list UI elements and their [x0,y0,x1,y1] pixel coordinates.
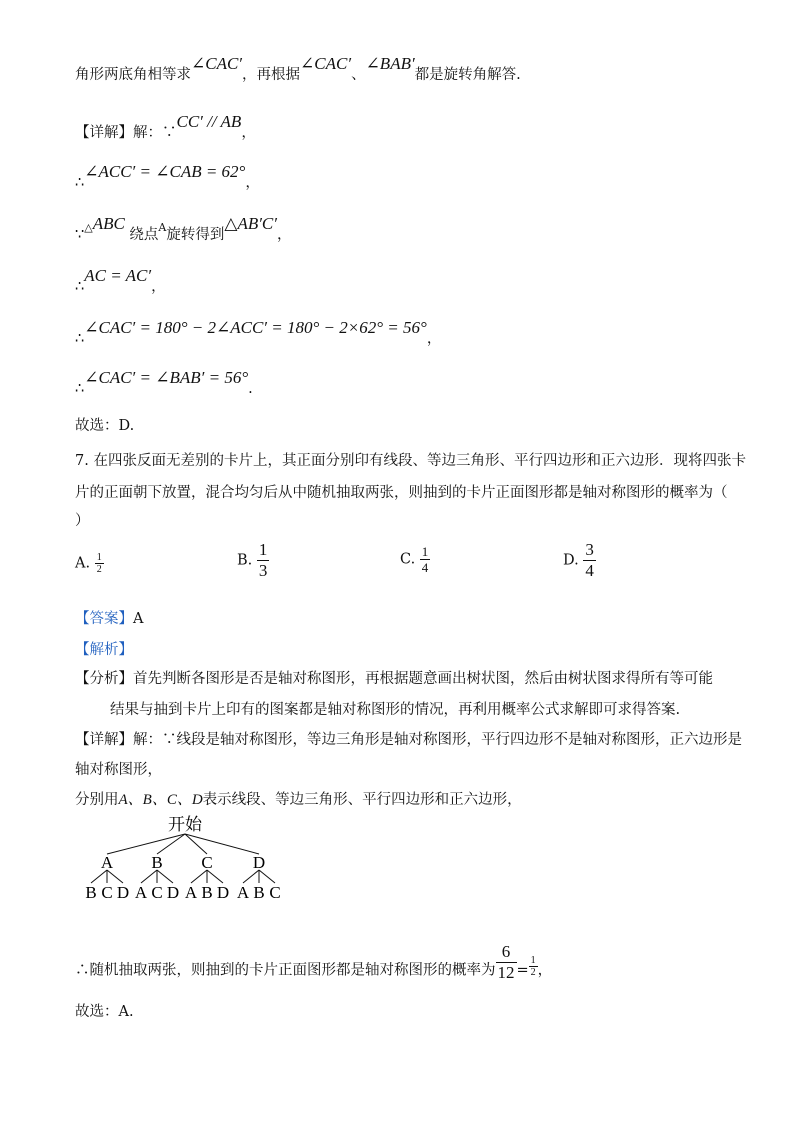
answer-value: A [133,611,144,627]
detail-line [75,790,522,810]
text-segment: 都是旋转角解答. [414,67,521,83]
punctuation: ， [151,279,166,295]
tree-node-l2: A [134,883,148,902]
denominator: 12 [497,963,515,982]
tree-node-l2: B [85,883,97,902]
angle-cac-prime: ∠CAC′ [300,54,352,73]
equals-sign: = [516,962,529,979]
tree-node-l1: C [201,853,213,872]
fraction-six-twelve [496,942,517,983]
denominator: 2 [96,564,102,575]
conclusion-line [75,942,553,991]
tree-node-l2: A [236,883,250,902]
tree-node-l2: D [216,883,230,902]
analysis-line: 结果与抽到卡片上印有的图案都是轴对称图形的情况，再利用概率公式求解即可求得答案. [110,702,681,718]
option-fraction [257,540,270,581]
answer-line [75,609,143,629]
detail-label: 【详解】解：∵ [75,125,177,141]
letters: A、B、C、D [118,792,203,808]
punctuation: ， [277,227,292,243]
step-line [75,162,260,193]
step-line [75,368,253,399]
choose-line: 故选：A. [75,1004,134,1020]
angle-cac-prime: ∠CAC′ [191,54,243,73]
tree-node-l2: B [253,883,265,902]
tree-node-l2: C [151,883,163,902]
punctuation: ， [245,175,260,191]
rotate-line [75,214,292,246]
option-label: A. [75,555,91,572]
therefore-symbol: ∴ [75,175,85,191]
option-fraction [583,540,596,581]
text-segment: 角形两底角相等求 [75,67,191,83]
text-segment: 、 [351,67,366,83]
tree-root: 开始 [168,815,202,834]
conclusion-text: ∴随机抽取两张，则抽到的卡片正面图形都是轴对称图形的概率为 [75,962,496,979]
analysis-tag: 【解析】 [75,642,133,658]
therefore-symbol: ∴ [75,381,85,397]
text-segment: 旋转得到 [166,227,225,243]
denominator: 3 [258,561,268,580]
option-d [563,540,596,581]
numerator: 6 [501,942,511,961]
intro-line [75,54,521,85]
punctuation: ， [537,962,553,979]
tree-edges [91,834,275,883]
analysis-line: 【分析】首先判断各图形是否是轴对称图形，再根据题意画出树状图，然后由树状图求得所有等可能 [75,671,713,687]
denominator: 4 [421,560,429,575]
option-fraction [95,552,104,575]
parallel-statement: CC′ // AB [176,112,242,131]
triangle-abc: ABC [92,214,125,233]
option-label: C. [400,551,416,568]
answer-tag: 【答案】 [75,611,133,627]
denominator: 4 [585,561,594,580]
text-segment: 表示线段、等边三角形、平行四边形和正六边形， [202,792,522,808]
text-segment: 分别用 [75,792,119,808]
option-c [400,544,430,575]
tree-node-l2: D [116,883,130,902]
numerator: 1 [421,544,429,559]
tree-node-l1: B [151,853,163,872]
step-math: AC = AC′ [84,266,152,285]
because-symbol: ∵ [75,227,85,243]
point-a: A [158,221,167,234]
option-label: D. [563,552,579,569]
triangle-symbol: △ [84,221,93,234]
step-math: ∠CAC′ = 180° − 2∠ACC′ = 180° − 2×62° = 56° [84,318,427,337]
option-b [237,540,269,581]
numerator: 3 [585,540,594,559]
detail-line [75,112,256,143]
fraction-one-half [529,955,538,978]
tree-diagram [70,812,300,904]
option-a [75,552,104,575]
tree-node-l1: D [252,853,266,872]
step-line [75,266,166,297]
therefore-symbol: ∴ [75,279,85,295]
step-math: ∠CAC′ = ∠BAB′ = 56° [84,368,249,387]
question-line: ） [75,513,90,529]
triangle-ab-prime-c-prime: △AB′C′ [224,214,277,233]
text-segment: 绕点 [129,227,159,243]
tree-node-l1: A [100,853,114,872]
question-line: 7. 在四张反面无差别的卡片上，其正面分别印有线段、等边三角形、平行四边形和正六边形．现将四张卡 [75,453,746,469]
numerator: 1 [96,552,102,563]
step-line [75,318,442,349]
angle-bab-prime: ∠BAB′ [365,54,415,73]
option-fraction [420,544,431,575]
punctuation: ， [426,331,442,347]
text-segment: ，再根据 [242,67,301,83]
option-label: B. [237,552,253,569]
detail-line: 【详解】解：∵线段是轴对称图形，等边三角形是轴对称图形，平行四边形不是轴对称图形，正六边形是 [75,732,742,748]
tree-node-l2: B [201,883,213,902]
question-line: 片的正面朝下放置，混合均匀后从中随机抽取两张，则抽到的卡片正面图形都是轴对称图形的概率为（ [75,485,728,501]
numerator: 1 [530,955,536,966]
detail-line: 轴对称图形， [75,762,162,778]
numerator: 1 [258,540,268,559]
punctuation: ， [241,125,256,141]
tree-node-l2: A [184,883,198,902]
choose-line: 故选：D. [75,418,135,434]
step-math: ∠ACC′ = ∠CAB = 62° [84,162,246,181]
punctuation: . [248,381,253,397]
denominator: 2 [530,967,536,978]
tree-node-l2: D [166,883,180,902]
tree-node-l2: C [101,883,113,902]
therefore-symbol: ∴ [75,331,85,347]
tree-node-l2: C [269,883,281,902]
